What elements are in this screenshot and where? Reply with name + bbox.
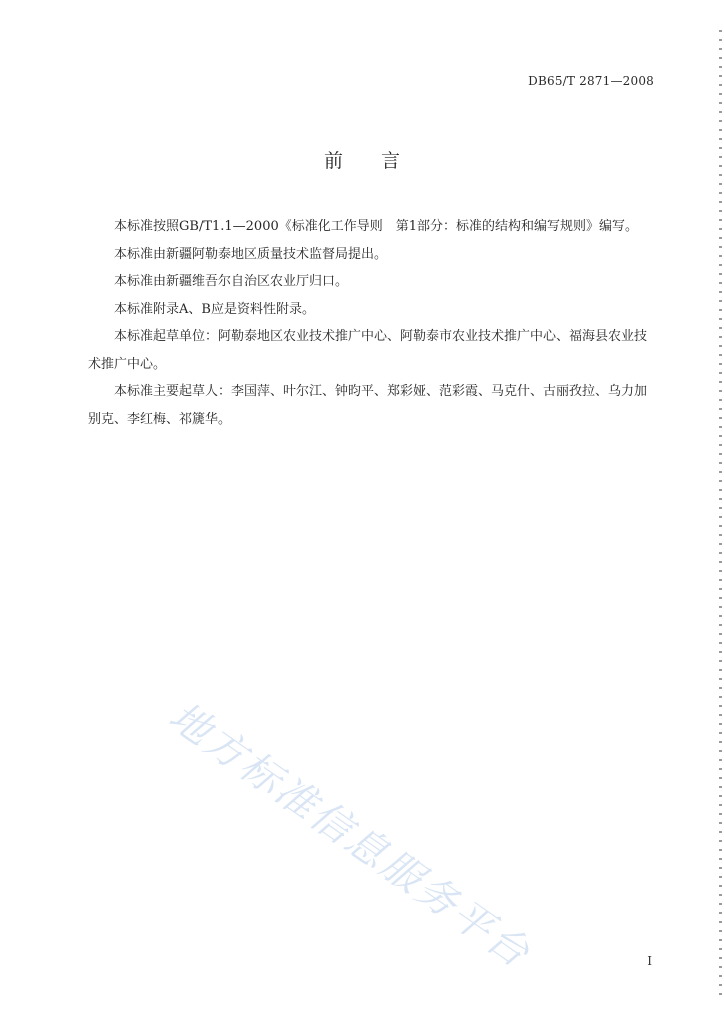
- watermark-text: 地方标准信息服务平台: [160, 693, 540, 978]
- page-title: 前言: [323, 150, 438, 172]
- page-number: I: [647, 954, 652, 968]
- scan-binding-edge: [719, 30, 722, 1000]
- paragraph-appendix-note: 本标准附录A、B应是资料性附录。: [114, 301, 315, 317]
- foreword-body: [88, 213, 654, 433]
- paragraph-responsible-department: 本标准由新疆维吾尔自治区农业厅归口。: [114, 274, 349, 289]
- document-code: DB65/T 2871—2008: [528, 74, 654, 88]
- paragraph-drafting-units: 本标准起草单位：阿勒泰地区农业技术推广中心、阿勒泰市农业技术推广中心、福海县农业技术推广中心。: [88, 329, 648, 372]
- paragraph-drafting-basis: 本标准按照GB/T1.1—2000《标准化工作导则 第1部分：标准的结构和编写规则》编写。: [114, 219, 639, 234]
- paragraph-drafters: 本标准主要起草人：李国萍、叶尔江、钟昀平、郑彩娅、范彩霞、马克什、古丽孜拉、乌力加别克、李红梅、祁篪华。: [88, 384, 648, 427]
- paragraph-proposer: 本标准由新疆阿勒泰地区质量技术监督局提出。: [114, 246, 388, 262]
